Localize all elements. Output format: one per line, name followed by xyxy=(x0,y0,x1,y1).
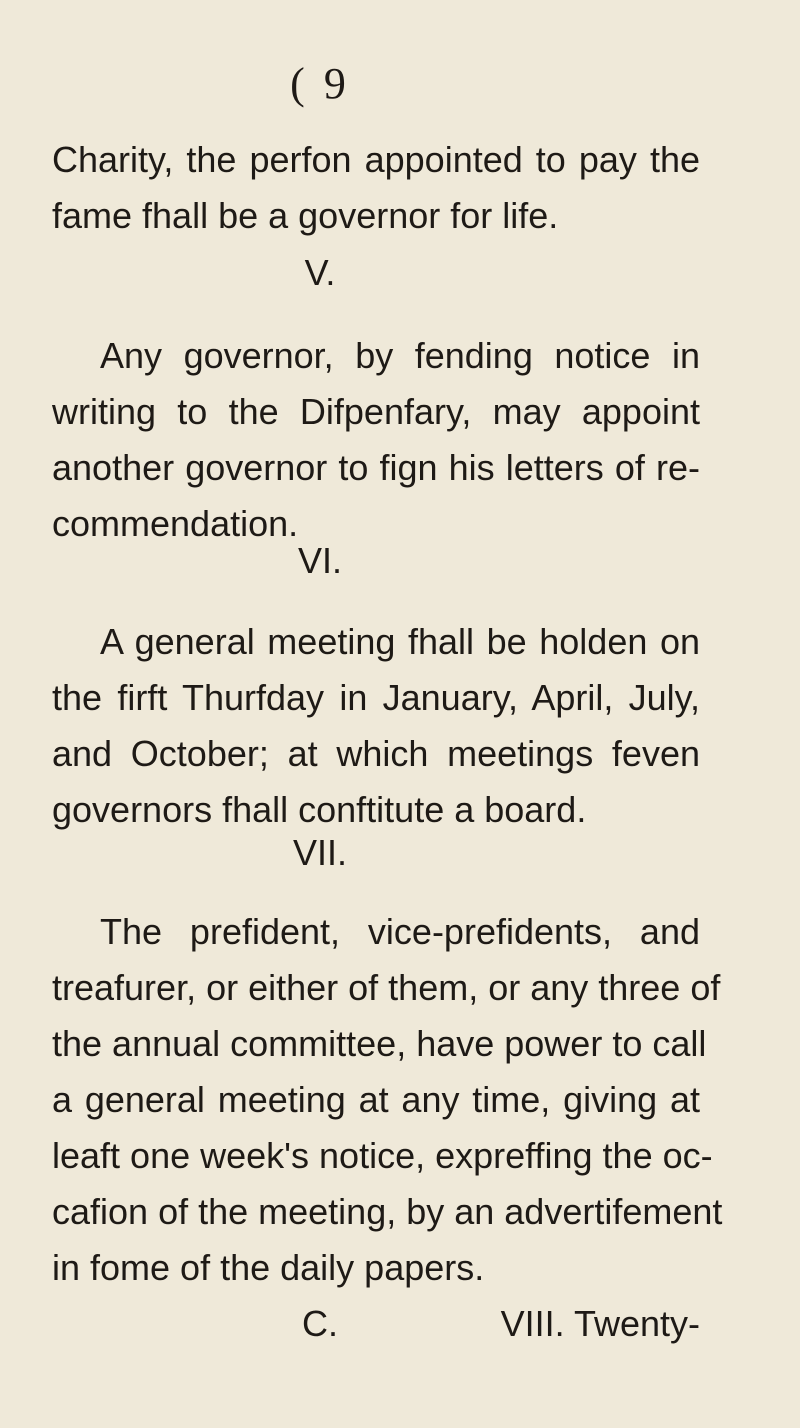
text-line: A general meeting fhall be holden on xyxy=(100,621,700,662)
text-line: in fome of the daily papers. xyxy=(52,1247,485,1288)
paragraph-continuation xyxy=(52,132,700,244)
signature-mark: C. xyxy=(302,1303,338,1344)
section-heading-vi: VI. xyxy=(297,540,342,581)
text-line: cafion of the meeting, by an advertifement xyxy=(52,1191,723,1232)
text-line: commendation. xyxy=(52,503,299,544)
text-line: Charity, the perfon appointed to pay the xyxy=(52,139,700,180)
page-footer xyxy=(52,1296,700,1352)
paragraph-section-vi xyxy=(52,614,700,838)
text-line: leaft one week's notice, expreffing the oc- xyxy=(52,1135,713,1176)
text-line: a general meeting at any time, giving at xyxy=(52,1079,700,1120)
text-line: and October; at which meetings feven xyxy=(52,733,700,774)
text-line: another governor to fign his letters of re- xyxy=(52,447,700,488)
text-line: governors fhall conftitute a board. xyxy=(52,789,587,830)
text-line: Any governor, by fending notice in xyxy=(100,335,700,376)
text-line: treafurer, or either of them, or any three of xyxy=(52,967,721,1008)
text-line: writing to the Difpenfary, may appoint xyxy=(52,391,700,432)
section-heading-vii: VII. xyxy=(292,832,348,873)
text-line: the firft Thurfday in January, April, July, xyxy=(52,677,700,718)
text-line: fame fhall be a governor for life. xyxy=(52,195,559,236)
catchword: VIII. Twenty- xyxy=(500,1303,700,1344)
text-line: The prefident, vice-prefidents, and xyxy=(100,911,700,952)
text-line: the annual committee, have power to call xyxy=(52,1023,707,1064)
page-number: ( 9 xyxy=(290,59,350,108)
section-heading-v: V. xyxy=(304,252,336,293)
paragraph-section-vii xyxy=(52,904,723,1296)
paragraph-section-v xyxy=(52,328,700,552)
